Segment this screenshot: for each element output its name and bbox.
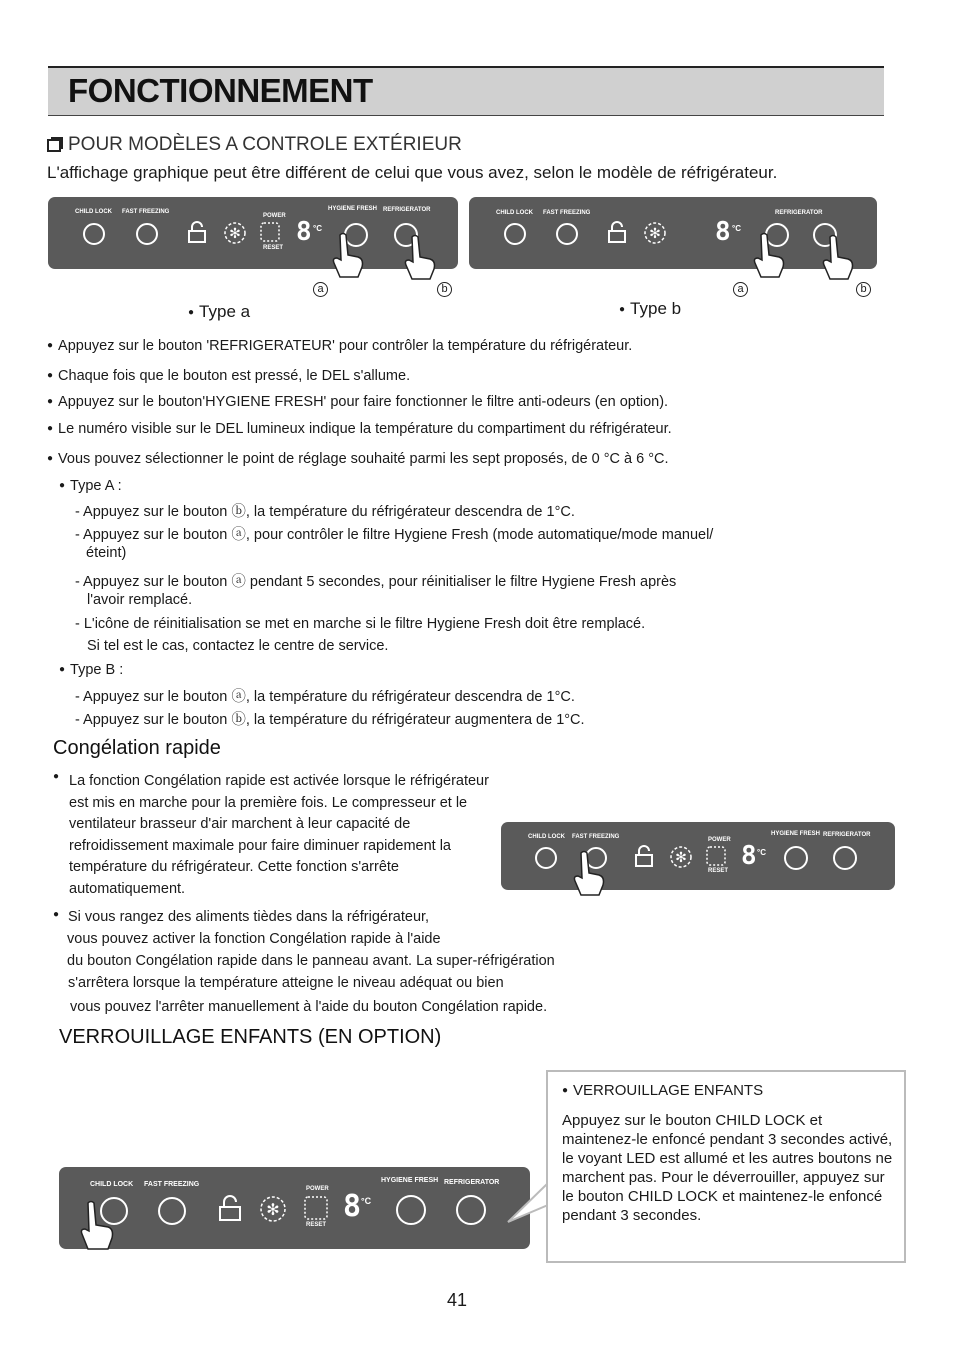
page-number: 41 — [447, 1290, 468, 1310]
label-a: a — [733, 282, 748, 297]
refrigerator-button[interactable] — [833, 846, 857, 870]
label-a: a — [313, 282, 328, 297]
congelation-paragraph-2-line: du bouton Congélation rapide dans le panneau avant. La super-réfrigération — [67, 953, 555, 969]
type-b-item: - Appuyez sur le bouton ⓑ, la température du réfrigérateur augmentera de 1°C. — [75, 712, 585, 728]
fast-freezing-label: FAST FREEZING — [122, 209, 170, 215]
type-a-item: - Appuyez sur le bouton ⓑ, la température du réfrigérateur descendra de 1°C. — [75, 504, 575, 520]
svg-text:✻: ✻ — [649, 225, 661, 241]
svg-text:✻: ✻ — [266, 1202, 280, 1219]
page-title: FONCTIONNEMENT — [68, 72, 373, 109]
child-lock-label: CHILD LOCK — [496, 210, 533, 216]
lock-icon — [633, 845, 655, 869]
power-label: POWER — [708, 837, 731, 843]
reset-label: RESET — [306, 1222, 327, 1228]
hygiene-fresh-label: HYGIENE FRESH — [771, 831, 821, 837]
power-label: POWER — [263, 213, 286, 219]
child-lock-label: CHILD LOCK — [75, 209, 112, 215]
temperature-digit: 8 — [296, 217, 312, 247]
refrigerator-label: REFRIGERATOR — [383, 207, 431, 213]
svg-text:✻: ✻ — [675, 849, 687, 865]
congelation-paragraph-2-line: s'arrêtera lorsque la température atteigne le niveau adéquat ou bien — [68, 975, 504, 991]
reset-label: RESET — [708, 868, 729, 874]
hygiene-filter-icon — [259, 221, 281, 243]
pointing-hand-icon — [402, 232, 442, 282]
intro-text: L'affichage graphique peut être différent de celui que vous avez, selon le modèle de réfrigérateur. — [47, 163, 778, 182]
svg-text:✻: ✻ — [229, 225, 241, 241]
snowflake-icon — [643, 221, 667, 245]
pointing-hand-icon — [820, 232, 860, 282]
type-a-caption: ● Type a — [188, 302, 250, 322]
temperature-unit: °C — [757, 848, 766, 857]
bullet-item: ● Le numéro visible sur le DEL lumineux indique la température du compartiment du réfrigérateur. — [47, 421, 672, 437]
child-lock-button[interactable] — [83, 223, 105, 245]
type-a-item: - L'icône de réinitialisation se met en marche si le filtre Hygiene Fresh doit être remplacé. — [75, 616, 646, 632]
temperature-digit: 8 — [741, 841, 757, 871]
congelation-paragraph-2-line: vous pouvez activer la fonction Congélation rapide à l'aide — [67, 931, 441, 947]
fast-freezing-label: FAST FREEZING — [543, 210, 591, 216]
lock-icon — [606, 221, 628, 245]
pointing-hand-icon — [571, 848, 611, 898]
type-a-item: éteint) — [86, 545, 127, 561]
power-label: POWER — [306, 1186, 329, 1192]
fast-freezing-button[interactable] — [158, 1197, 186, 1225]
temperature-digit: 8 — [715, 217, 731, 247]
child-lock-heading: VERROUILLAGE ENFANTS (EN OPTION) — [59, 1026, 442, 1048]
refrigerator-label: REFRIGERATOR — [823, 832, 871, 838]
lock-icon — [186, 221, 208, 245]
pointing-hand-icon — [751, 230, 791, 280]
control-panel-fast-freezing — [501, 822, 895, 890]
child-lock-label: CHILD LOCK — [528, 834, 565, 840]
label-b: b — [437, 282, 452, 297]
snowflake-icon — [223, 221, 247, 245]
fast-freezing-button[interactable] — [136, 223, 158, 245]
control-panel-type-b — [469, 197, 877, 269]
bullet-item: ● Chaque fois que le bouton est pressé, le DEL s'allume. — [47, 368, 410, 384]
fast-freezing-label: FAST FREEZING — [572, 834, 620, 840]
control-panel-child-lock — [59, 1167, 530, 1249]
section-heading — [47, 134, 462, 156]
type-b-item: - Appuyez sur le bouton ⓐ, la température du réfrigérateur descendra de 1°C. — [75, 689, 575, 705]
type-b-caption: ● Type b — [619, 299, 681, 319]
child-lock-label: CHILD LOCK — [90, 1181, 134, 1188]
label-b: b — [856, 282, 871, 297]
child-lock-info-box — [546, 1070, 906, 1263]
type-b-label: ● Type B : — [59, 662, 123, 678]
hygiene-fresh-button[interactable] — [784, 846, 808, 870]
refrigerator-label: REFRIGERATOR — [444, 1179, 500, 1186]
bullet-item: ● Appuyez sur le bouton 'REFRIGERATEUR' pour contrôler la température du réfrigérateur. — [47, 338, 632, 354]
section-heading-text: POUR MODÈLES A CONTROLE EXTÉRIEUR — [68, 134, 462, 155]
type-a-label: ● Type A : — [59, 478, 122, 494]
congelation-paragraph-2-line: Si vous rangez des aliments tièdes dans la réfrigérateur, — [68, 909, 430, 925]
bullet-item: ● Appuyez sur le bouton'HYGIENE FRESH' pour faire fonctionner le filtre anti-odeurs (en option). — [47, 394, 668, 410]
checkbox-square-icon — [47, 139, 61, 152]
child-lock-button[interactable] — [535, 847, 557, 869]
hygiene-fresh-label: HYGIENE FRESH — [381, 1177, 439, 1184]
type-a-item: - Appuyez sur le bouton ⓐ pendant 5 secondes, pour réinitialiser le filtre Hygiene Fresh après — [75, 574, 677, 590]
temperature-digit: 8 — [343, 1189, 362, 1224]
temperature-unit: °C — [313, 224, 322, 233]
congelation-paragraph-1: La fonction Congélation rapide est activée lorsque le réfrigérateur est mis en marche pour la première fois. Le compresseur et le ventilateur brasseur d'air marchent à leur capacité de refroidissement maximale pour faire diminuer rapidement la température du réfrigérateur. Cette fonction s'arrête automatiquement. — [69, 773, 489, 897]
hygiene-filter-icon — [303, 1195, 329, 1221]
snowflake-icon — [259, 1195, 287, 1223]
hygiene-fresh-button[interactable] — [396, 1195, 426, 1225]
fast-freezing-button[interactable] — [556, 223, 578, 245]
child-lock-button[interactable] — [504, 223, 526, 245]
type-a-item: Si tel est le cas, contactez le centre de service. — [87, 638, 389, 654]
info-box-title: ● VERROUILLAGE ENFANTS — [562, 1082, 763, 1099]
bullet-dot: ● — [53, 909, 60, 920]
refrigerator-label: REFRIGERATOR — [775, 210, 823, 216]
callout-pointer — [505, 1175, 550, 1225]
refrigerator-button[interactable] — [456, 1195, 486, 1225]
fast-freezing-label: FAST FREEZING — [144, 1181, 200, 1188]
pointing-hand-icon — [330, 230, 370, 280]
type-a-item: - Appuyez sur le bouton ⓐ, pour contrôler le filtre Hygiene Fresh (mode automatique/mode manuel/ — [75, 527, 714, 543]
temperature-unit: °C — [732, 224, 741, 233]
hygiene-fresh-label: HYGIENE FRESH — [328, 206, 378, 212]
snowflake-icon — [669, 845, 693, 869]
temperature-unit: °C — [361, 1196, 372, 1206]
type-a-item: l'avoir remplacé. — [87, 592, 193, 608]
bullet-dot: ● — [53, 771, 60, 782]
reset-label: RESET — [263, 245, 284, 251]
control-panel-type-a — [48, 197, 458, 269]
pointing-hand-icon — [78, 1198, 122, 1254]
bullet-item: ● Vous pouvez sélectionner le point de réglage souhaité parmi les sept proposés, de 0 °C à 6 °C. — [47, 451, 669, 467]
congelation-paragraph-2-line: vous pouvez l'arrêter manuellement à l'aide du bouton Congélation rapide. — [70, 999, 548, 1015]
congelation-heading: Congélation rapide — [53, 737, 221, 759]
lock-icon — [217, 1195, 243, 1223]
info-box-text: Appuyez sur le bouton CHILD LOCK et maintenez-le enfoncé pendant 3 secondes activé, le voyant LED est allumé et les autres boutons ne marchent pas. Pour le déverrouiller, appuyez sur le bouton CHILD LOCK et maintenez-le enfoncé pendant 3 secondes. — [562, 1112, 893, 1224]
hygiene-filter-icon — [705, 845, 727, 867]
page-title-bar — [48, 66, 884, 116]
